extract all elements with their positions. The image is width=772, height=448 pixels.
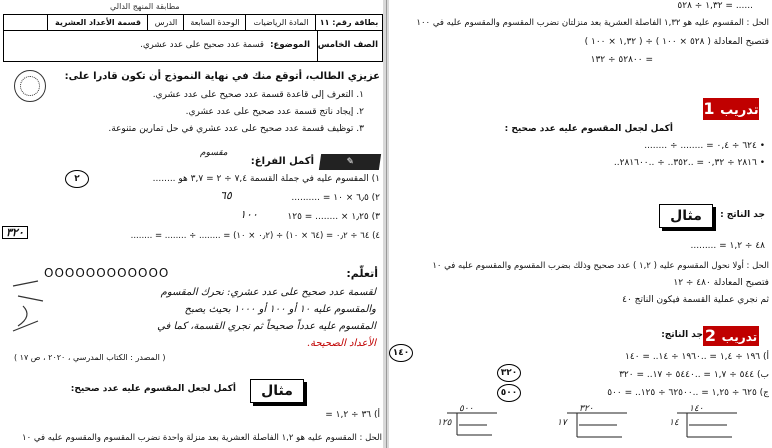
tadreeb-2-instruction: جد الناتج: (661, 330, 703, 340)
exercise-a-answer: ١٤٠ (389, 344, 413, 362)
example-badge: مثال (250, 379, 304, 403)
right-line-2: الحل : المقسوم عليه هو ١,٣٢ الفاصلة العشرية بعد منزلتان نضرب المقسوم والمقسوم عليه في ١٠٠ (416, 18, 769, 28)
answer-2: ٦٥ (220, 189, 232, 202)
exercise-b-answer: ٣٢٠ (497, 364, 521, 382)
example-instruction: أكمل لجعل المقسوم عليه عدد صحيح: (70, 384, 236, 394)
grade: الصف الخامس (317, 40, 378, 50)
margin-doodle (8, 276, 48, 336)
tadreeb-1-instruction: أكمل لجعل المقسوم عليه عدد صحيح : (504, 124, 673, 134)
tadreeb-1-number: 1 (703, 99, 715, 118)
right-page (386, 0, 772, 448)
remember-line-2: والمقسوم عليه ١٠ أو ١٠٠ أو ١٠٠٠ بحيث يصبح (184, 304, 376, 315)
solution-2-line-3: ثم نجري عملية القسمة فيكون الناتج ٤٠ (622, 295, 769, 305)
top-title: مطابقة المنهج الدالي (110, 2, 180, 11)
objective-2: ٢. إيجاد ناتج قسمة عدد صحيح على عدد عشري. (185, 107, 364, 117)
solution-2-line-2: فتصبح المعادلة ٤٨٠ ÷ ١٢ (673, 278, 769, 288)
question-badge-icon: ✎ (345, 157, 355, 167)
remember-title: أتعلّم: (346, 267, 378, 280)
question-3: ٣) ١٫٢٥ × ........ = ١٢٥ (287, 212, 380, 222)
question-badge (319, 154, 381, 170)
card-number: بطاقة رقم: ١١ (315, 15, 382, 30)
svg-text:٥٠٠: ٥٠٠ (459, 405, 474, 414)
svg-text:١٤٠: ١٤٠ (689, 405, 704, 414)
question-2: ٢) ٦٫٥ × ١٠ = .......... (291, 193, 380, 203)
question-1: ١) المقسوم عليه في جملة القسمة ٧,٤ ÷ ٢ = ٣,٧ هو ........ (152, 174, 380, 184)
subject: المادة الرياضيات (245, 15, 316, 30)
solution-2-line-1: الحل : أولا نحول المقسوم عليه ( ١,٢ ) عدد صحيح وذلك بضرب المقسوم والمقسوم عليه في ١٠ (432, 261, 769, 271)
example-2-badge: مثال (659, 204, 713, 228)
source-citation: ( المصدر : الكتاب المدرسي ، ٢٠٢٠ ، ص ١٧ ) (14, 353, 166, 362)
svg-text:١٧: ١٧ (557, 418, 567, 428)
header-table (3, 14, 383, 62)
svg-text:٣٢٠: ٣٢٠ (579, 405, 594, 414)
stamp-seal (14, 70, 46, 102)
right-line-1: ...... = ١,٣٢ ÷ ٥٢٨ (677, 1, 753, 11)
question-4: ٤) ٦٤ ÷ ٠٫٢ = (٦٤ × ١٠) ÷ (٠٫٢ × ١٠) = ........ ÷ ........ = ........ (130, 231, 380, 241)
example-2-expression: ٤٨ ÷ ١,٢ = ......... (690, 241, 765, 251)
scratch-work (437, 405, 772, 448)
remember-line-4: الأعداد الصحيحة. (306, 338, 376, 349)
right-line-3: فتصبح المعادلة ( ٥٢٨ × ١٠٠ ) ÷ ( ١,٣٢ × ١٠٠ ) (584, 37, 769, 47)
topic-label: الموضوع: (270, 40, 310, 50)
example-solution: الحل : المقسوم عليه هو ١,٢ الفاصلة العشرية بعد منزلة واحدة نضرب المقسوم والمقسوم عليه في ١٠ (22, 433, 382, 443)
answer-4: ٣٢٠ (2, 226, 28, 239)
tadreeb-1-a: • ٦٢٤ ÷ ٠,٤ = ........ ÷ ........ (644, 141, 765, 151)
remember-line-3: المقسوم عليه عدداً صحيحاً ثم نجري القسمة، كما في (157, 321, 376, 332)
tadreeb-2-label: تدريب (721, 330, 758, 344)
circles-row: OOOOOOOOOOOO (44, 266, 170, 280)
objective-3: ٣. توظيف قسمة عدد صحيح على عدد عشري في حل تمارين متنوعة. (108, 124, 364, 134)
tadreeb-2-number: 2 (704, 326, 716, 345)
tadreeb-1-label: تدريب (720, 103, 759, 118)
tadreeb-2-badge (703, 326, 759, 346)
example-2-instruction: جد الناتج : (720, 210, 765, 220)
topic: قسمة عدد صحيح على عدد عشري. (140, 40, 264, 50)
handwritten-divisor-note: مقسوم (200, 148, 228, 158)
exercise-c-answer: ٥٠٠ (497, 384, 521, 402)
svg-text:١٤: ١٤ (669, 418, 679, 428)
right-line-4: = ٥٢٨٠٠ ÷ ١٣٢ (590, 55, 653, 65)
exercise-b: ب) ٥٤٤ ÷ ١,٧ = ..٥٤٤٠ ÷ ١٧.. = ٣٢٠ (619, 370, 769, 380)
example-expression: أ) ٣٦ ÷ ١,٢ = (325, 410, 380, 420)
objective-1: ١. التعرف إلى قاعدة قسمة عدد صحيح على عدد عشري. (152, 90, 364, 100)
svg-text:١٢٥: ١٢٥ (437, 418, 452, 428)
exercise-a: أ) ١٩٦ ÷ ١,٤ = ..١٩٦٠ ÷ ١٤.. = ١٤٠ (625, 352, 769, 362)
lesson-label: الدرس (147, 15, 184, 30)
answer-1: ٢ (65, 170, 89, 188)
answer-3: ١٠٠ (240, 208, 258, 221)
unit: الوحدة السابعة (183, 15, 246, 30)
exercise-c: ج) ٦٢٥ ÷ ١,٢٥ = ..٦٢٥٠٠ ÷ ١٢٥.. = ٥٠٠ (607, 388, 769, 398)
intro-text: عزيزي الطالب، أتوقع منك في نهاية النموذج أن تكون قادرا على: (64, 71, 380, 82)
tadreeb-1-badge (703, 98, 759, 120)
fill-title: أكمل الفراغ: (250, 156, 314, 167)
tadreeb-1-b: • ٢٨١٦ ÷ ٠,٣٢ = ..٣٥٢.. ÷ ..٢٨١٦٠٠.. (613, 158, 765, 168)
remember-line-1: لقسمة عدد صحيح على عدد عشري: نحرك المقسوم (160, 287, 376, 298)
lesson: قسمة الأعداد العشرية (47, 15, 148, 30)
